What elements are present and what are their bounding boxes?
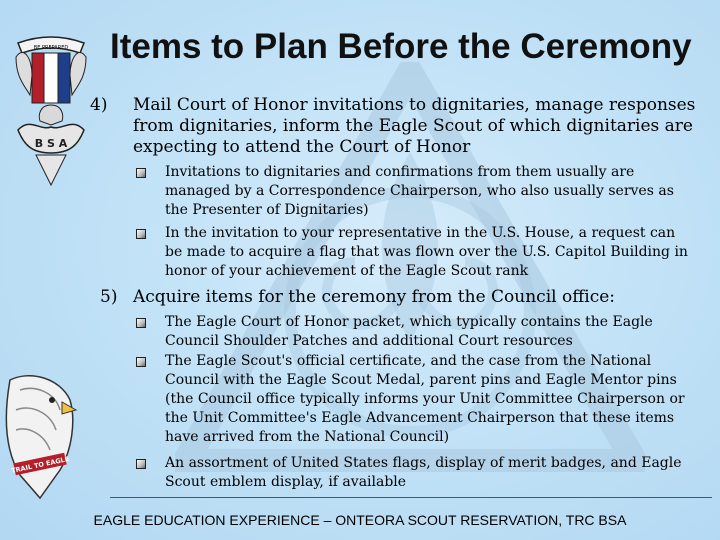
- bullet-square-icon: [136, 459, 146, 469]
- item-5-bullet-2: The Eagle Scout's official certificate, and the case from the National Council with the Eagle Scout Medal, parent pins and Eagle Mentor pins (the Council office typically informs your Unit Committee Chairperson or the Unit Committee's Eagle Advancement Chairperson that these items have arrived from the National Council): [165, 353, 685, 445]
- medal-bsa-text: B S A: [34, 137, 68, 150]
- eagle-head-logo: [0, 370, 78, 505]
- item-number-4: 4): [90, 95, 108, 115]
- item-5-text: Acquire items for the ceremony from the Council office:: [133, 287, 616, 307]
- eagle-medal-logo: [10, 35, 92, 195]
- bullet-square-icon: [136, 229, 146, 239]
- item-4-bullet-1: Invitations to dignitaries and confirmations from them usually are managed by a Correspondence Chairperson, who also usually serves as the Presenter of Dignitaries): [165, 164, 674, 218]
- item-4-text: Mail Court of Honor invitations to dignitaries, manage responses from dignitaries, inform the Eagle Scout of which dignitaries are expecting to attend the Court of Honor: [133, 95, 696, 157]
- bullet-square-icon: [136, 357, 146, 367]
- page-title: Items to Plan Before the Ceremony: [110, 27, 692, 66]
- item-number-5: 5): [100, 287, 118, 307]
- item-5-bullet-3: An assortment of United States flags, display of merit badges, and Eagle Scout emblem display, if available: [165, 455, 682, 490]
- eagle-banner-text: TRAIL TO EAGLE: [10, 454, 70, 476]
- item-5-bullet-1: The Eagle Court of Honor packet, which typically contains the Eagle Council Shoulder Patches and additional Court resources: [165, 314, 653, 349]
- medal-motto-text: BE PREPARED: [33, 45, 69, 51]
- bullet-square-icon: [136, 168, 146, 178]
- item-4-bullet-2: In the invitation to your representative in the U.S. House, a request can be made to acquire a flag that was flown over the U.S. Capitol Building in honor of your achievement of the Eagle Scout rank: [165, 225, 688, 279]
- footer-divider: [110, 497, 712, 498]
- bullet-square-icon: [136, 318, 146, 328]
- footer-text: EAGLE EDUCATION EXPERIENCE – ONTEORA SCOUT RESERVATION, TRC BSA: [93, 512, 627, 528]
